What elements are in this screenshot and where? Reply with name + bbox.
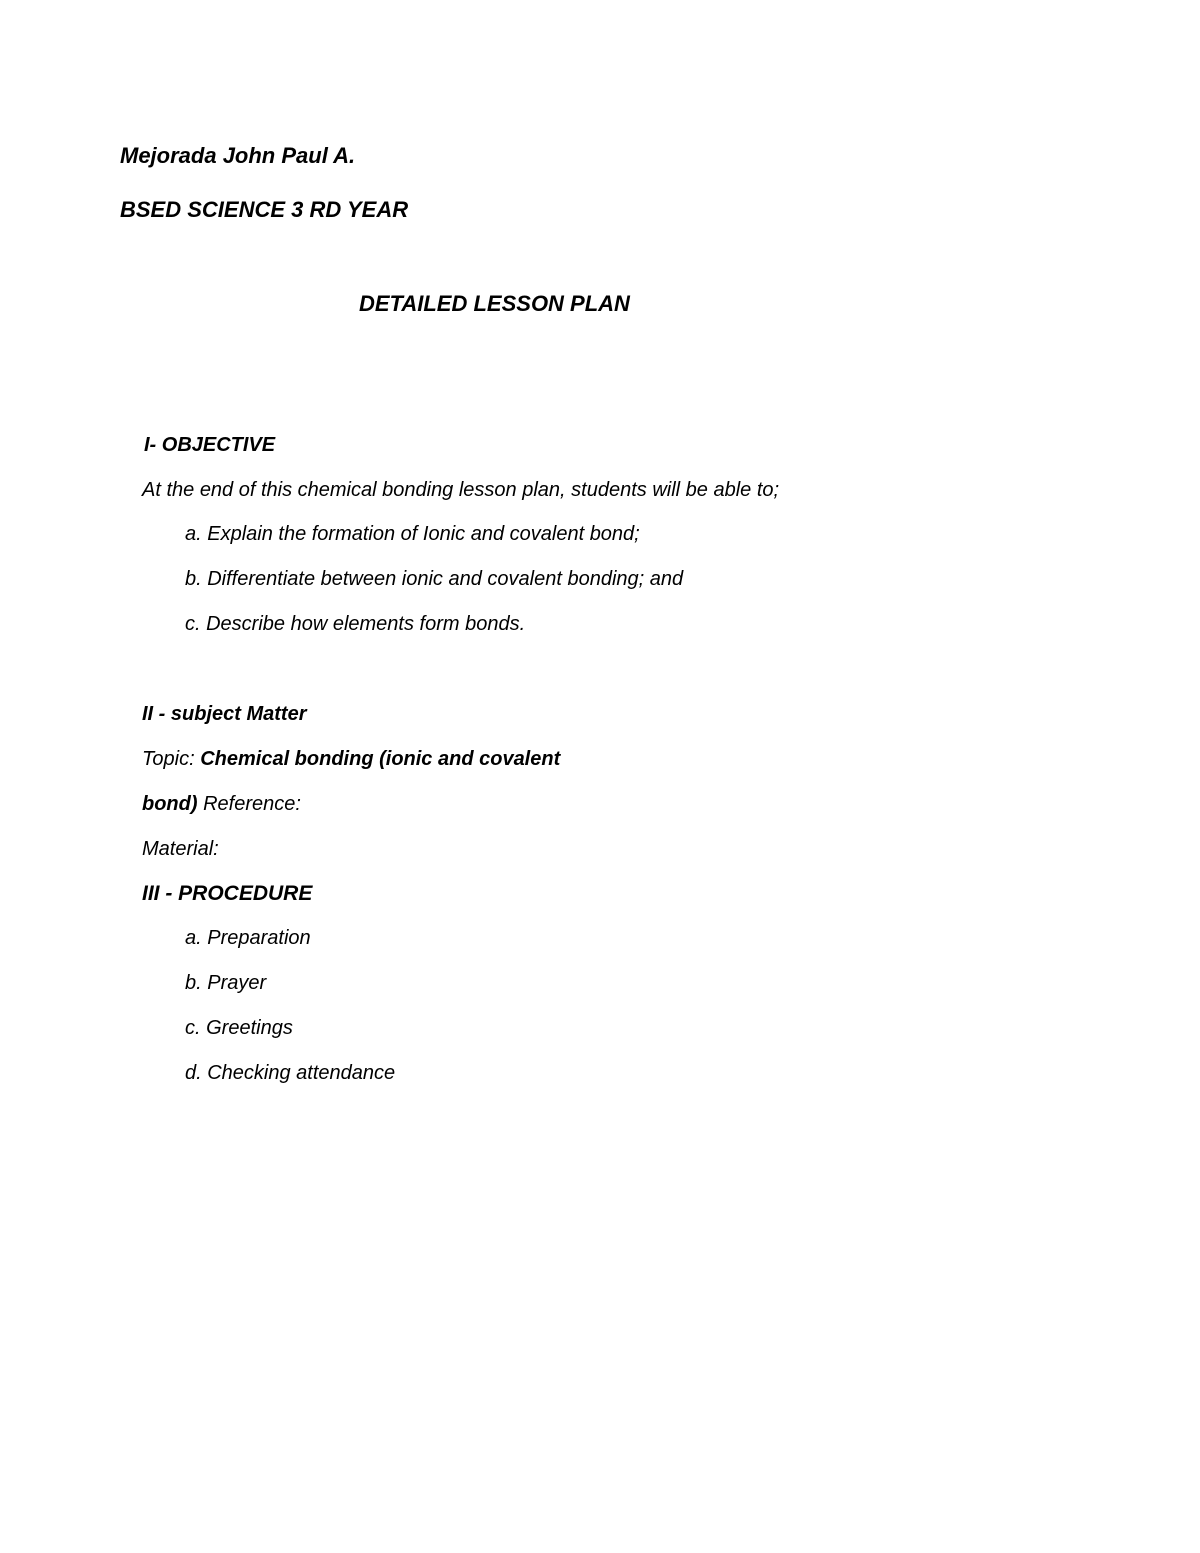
objective-item: a. Explain the formation of Ionic and covalent bond;	[185, 523, 640, 545]
document-title: DETAILED LESSON PLAN	[359, 291, 630, 316]
program-year: BSED SCIENCE 3 RD YEAR	[120, 197, 409, 222]
subject-matter-heading: II - subject Matter	[142, 703, 307, 725]
topic-value: Chemical bonding (ionic and covalent	[200, 748, 561, 770]
objective-item: c. Describe how elements form bonds.	[185, 613, 526, 635]
topic-line	[142, 749, 560, 769]
procedure-item: a. Preparation	[185, 927, 311, 949]
topic-label: Topic:	[142, 748, 195, 770]
topic-value-continued: bond)	[142, 793, 198, 815]
topic-continuation-line	[142, 794, 301, 814]
objective-item: b. Differentiate between ionic and covalent bonding; and	[185, 568, 684, 590]
procedure-item: b. Prayer	[185, 972, 267, 994]
objective-heading: I- OBJECTIVE	[144, 434, 276, 456]
procedure-item: c. Greetings	[185, 1017, 293, 1039]
author-name: Mejorada John Paul A.	[120, 143, 356, 168]
procedure-item: d. Checking attendance	[185, 1062, 396, 1084]
objective-intro: At the end of this chemical bonding lesson plan, students will be able to;	[142, 479, 780, 501]
procedure-heading: III - PROCEDURE	[142, 882, 313, 905]
material-label: Material:	[142, 838, 219, 860]
reference-label: Reference:	[203, 793, 301, 815]
